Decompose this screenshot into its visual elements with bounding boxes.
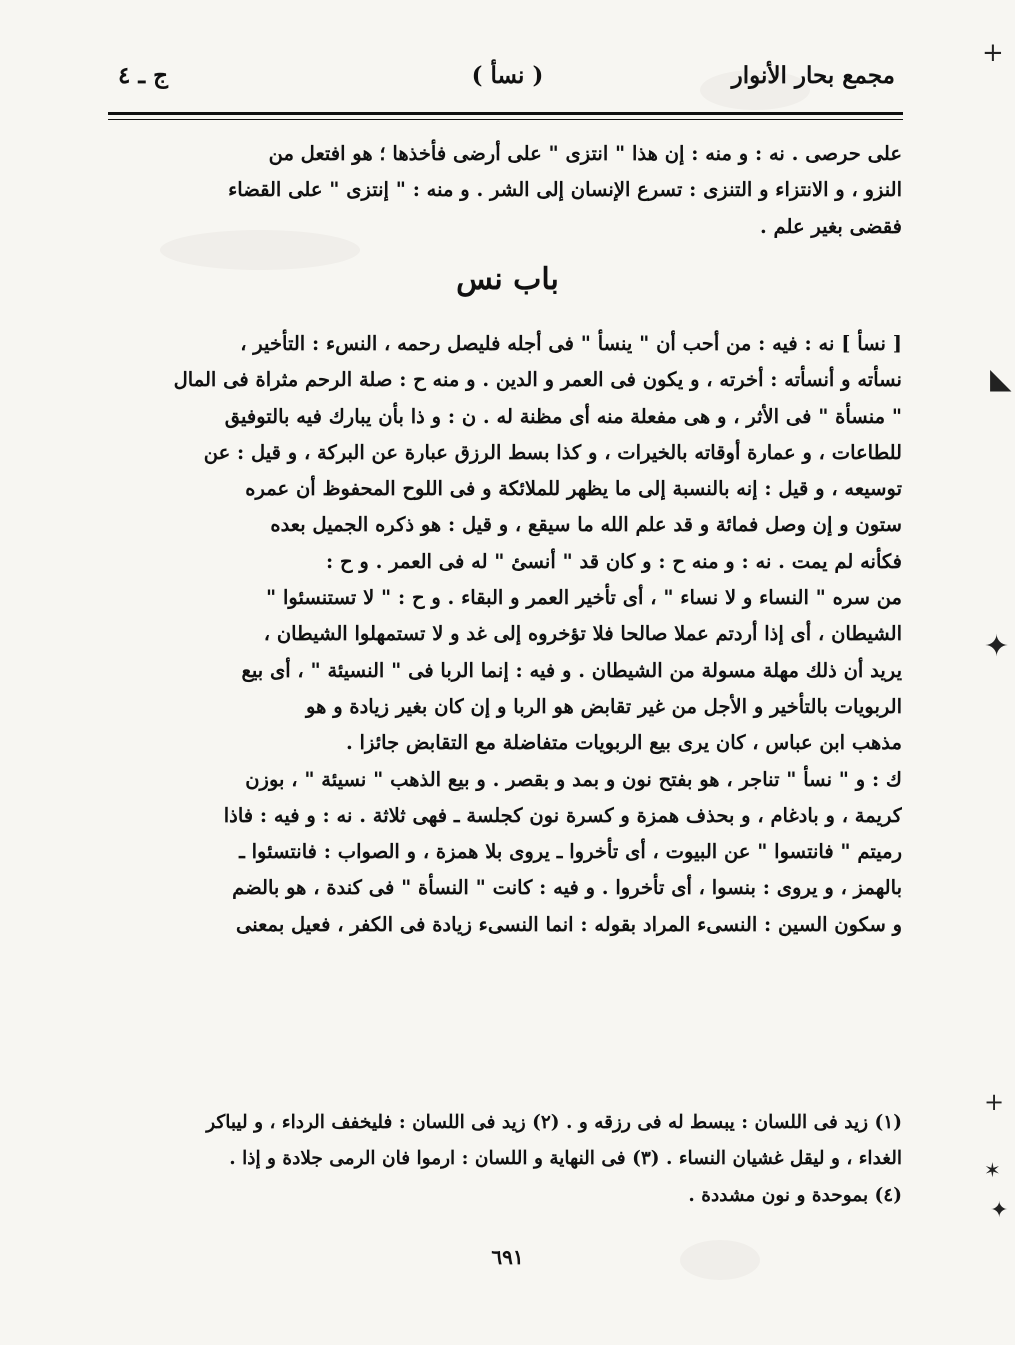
text-line: الشيطان ، أى إذا أردتم عملا صالحا فلا تؤخروه إلى غد و لا تستمهلوا الشيطان ، [263, 622, 902, 646]
text-line: الربويات بالتأخير و الأجل من غير تقابض هو الربا و إن كان بغير زيادة و هو [306, 694, 902, 718]
header-rule-thick [108, 112, 903, 115]
text-line: توسيعه ، و قيل : إنه بالنسبة إلى ما يظهر للملائكة و فى اللوح المحفوظ أن عمره [245, 477, 902, 501]
margin-cross-mark-icon: ✦ [984, 629, 1010, 664]
text-line: النزو ، و الانتزاء و التنزى : تسرع الإنسان إلى الشر . و منه : " إنتزى " على القضاء [228, 178, 902, 202]
text-line: رميتم " فانتسوا " عن البيوت ، أى تأخروا ـ يروى بلا همزة ، و الصواب : فانتسئوا ـ [239, 840, 902, 864]
text-line: على حرصى . نه : و منه : إن هذا " انتزى " على أرضى فأخذها ؛ هو افتعل من [268, 142, 902, 165]
page-number: ٦٩١ [491, 1245, 524, 1269]
text-line: و سكون السين : النسىء المراد بقوله : انما النسىء زيادة فى الكفر ، فعيل بمعنى [236, 912, 902, 936]
margin-star-mark-icon: ✶ [984, 1158, 1001, 1182]
text-line: نسأته و أنسأته : أخرته ، و يكون فى العمر و الدين . و منه ح : صلة الرحم مثراة فى المال [173, 368, 902, 392]
text-line: فقضى بغير علم . [759, 214, 902, 238]
running-header-book-title: مجمع بحار الأنوار [731, 62, 895, 89]
text-line: كريمة ، و بادغام ، و بحذف همزة و كسرة نون كجلسة ـ فهى ثلاثة . نه : و فيه : فاذا [223, 803, 902, 827]
text-line: للطاعات ، و عمارة أوقاته بالخيرات ، و كذا بسط الرزق عبارة عن البركة ، و قيل : عن [203, 440, 902, 464]
main-paragraph [116, 326, 902, 943]
intro-paragraph [116, 136, 902, 245]
footnote-line: الغداء ، و ليقل غشيان النساء . (٣) فى النهاية و اللسان : ارموا فان الرمى جلادة و إذا . [229, 1148, 902, 1170]
text-line: " منسأة " فى الأثر ، و هى مفعلة منه أى مظنة له . ن : و ذا بأن يبارك فيه بالتوفيق [224, 404, 902, 428]
running-header-volume: ج ـ ٤ [118, 62, 168, 89]
text-line: [ نسأ ] نه : فيه : من أحب أن " ينسأ " فى أجله فليصل رحمه ، النسء : التأخير ، [240, 332, 902, 355]
footnotes [116, 1105, 902, 1214]
footnote-line: (٤) بموحدة و نون مشددة . [688, 1184, 902, 1206]
margin-cross-mark-icon: ✦ [990, 1198, 1009, 1223]
text-line: مذهب ابن عباس ، كان يرى بيع الربويات متفاضلة مع التقابض جائزا . [345, 731, 902, 755]
margin-ink-mark-icon: ◣ [990, 362, 1012, 395]
text-line: يريد أن ذلك مهلة مسولة من الشيطان . و فيه : إنما الربا فى " النسيئة " ، أى بيع [241, 658, 902, 682]
footnote-line: (١) زيد فى اللسان : يبسط له فى رزقه و . (٢) زيد فى اللسان : فليخفف الرداء ، و ليباكر [206, 1112, 902, 1133]
header-rule-thin [108, 119, 903, 120]
text-line: فكأنه لم يمت . نه : و منه ح : و كان قد " أنسئ " له فى العمر . و ح : [326, 549, 902, 573]
text-line: ستون و إن وصل فمائة و قد علم الله ما سيقع ، و قيل : هو ذكره الجميل بعده [270, 513, 902, 537]
text-line: من سره " النساء و لا نساء " ، أى تأخير العمر و البقاء . و ح : " لا تستنسئوا " [266, 586, 902, 610]
text-line: ك : و " نسأ " تناجر ، هو بفتح نون و بمد و بقصر . و بيع الذهب " نسيئة " ، بوزن [245, 767, 902, 791]
text-line: بالهمز ، و يروى : بنسوا ، أى تأخروا . و فيه : كانت " النسأة " فى كندة ، هو بالضم [232, 876, 902, 900]
margin-cross-mark-icon: + [984, 1088, 1005, 1116]
running-header-entry: ( نسأ ) [471, 62, 544, 89]
margin-cross-mark-icon: + [982, 38, 1004, 68]
section-title: باب نس [456, 262, 559, 297]
